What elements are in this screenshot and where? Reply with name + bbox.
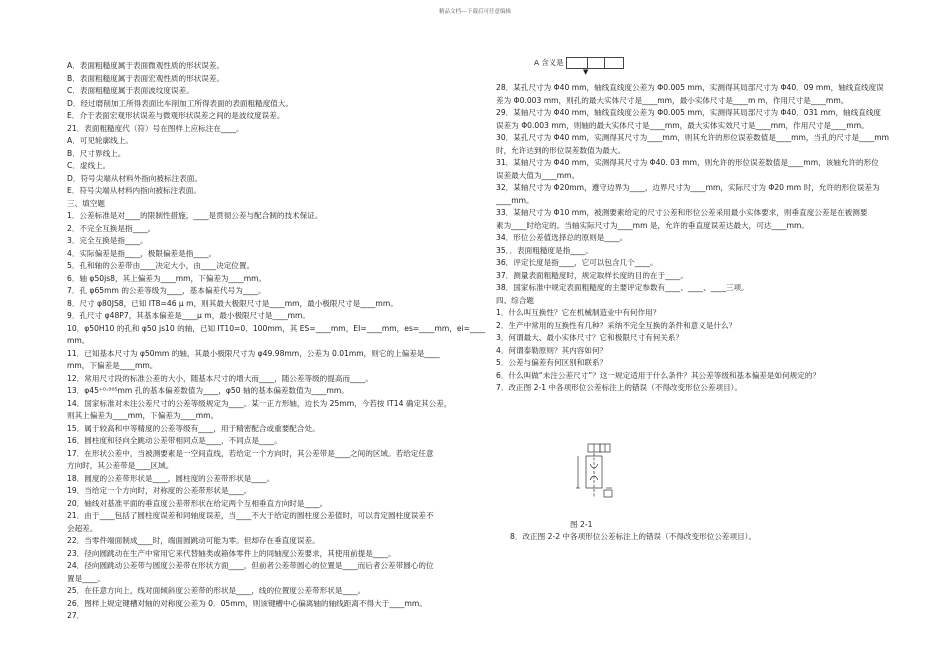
text-line: 4．实际偏差是指____，极限偏差是指____。 [67,248,217,258]
text-line: 5．公差与偏差有何区别和联系？ [496,358,608,367]
text-line: 35．．表面粗糙度是指____。 [496,245,593,255]
text-line: 15．属于较高和中等精度的公差等级有____，用于精密配合或重要配合处。 [67,423,320,433]
text-line: B．尺寸界线上。 [67,148,126,158]
text-line: 21．表面粗糙度代（符）号在图样上应标注在____。 [67,123,244,133]
text-line: 36．评定长度是指____，它可以包含几个____。 [496,258,658,267]
text-line: 18．圆度的公差带形状是____，圆柱度的公差带形状是____。 [67,473,275,483]
text-line: 5．孔和轴的公差带由____决定大小，由____决定位置。 [67,261,255,270]
frame-label: A 含义是 [534,58,564,67]
text-line: 三、填空题 [67,198,105,208]
text-line: D．经过磨削加工所得表面比车削加工所得表面的表面粗糙度值大。 [67,98,294,108]
text-line: 方向时，其公差带是____区域。 [67,461,174,470]
text-line: 素为____时给定的。当轴实际尺寸为____mm 是，允许的垂直度误差达最大，可达____mm。 [496,220,809,230]
text-line: E．介于表面宏观形状误差与微观形状误差之间的是波纹度误差。 [67,111,285,120]
text-line: 38．国家标准中规定表面粗糙度的主要评定参数有____、____、____三项。 [496,283,749,292]
text-line: 12．常用尺寸段的标准公差的大小，随基本尺寸的增大而____，随公差等级的提高而____。 [67,373,373,383]
page-header: 精品文档---下载后可任意编辑 [439,9,511,15]
text-line: 7．改正图 2-1 中各项形位公差标注上的错误（不得改变形位公差项目）。 [496,383,743,392]
text-line: 7．孔 φ65mm 的公差等级为____，基本偏差代号为____。 [67,286,266,295]
text-line: 14．国家标准对未注公差尺寸的公差等级规定为____。某一正方形轴，边长为 25mm，今若按 IT14 确定其公差， [67,398,452,408]
text-line: 30．某孔尺寸为 Φ40 mm，实测得其尺寸为____mm，则其允许的形位误差数值是____mm，当孔的尺寸是____mm [496,133,890,142]
text-line: 时，允许达到的形位误差数值为最大。 [496,145,626,155]
text-line: E．符号尖端从材料内指向被标注表面。 [67,186,201,195]
tolerance-frame-box [566,57,624,69]
text-line: 4．何谓泰勒原则？其内容如何？ [496,345,608,355]
text-line: 2．生产中常用的互换性有几种？采纳不完全互换的条件和意义是什么？ [496,320,737,330]
text-line: 误差最大值为____mm。 [496,170,580,180]
text-line: 会超差。 [67,523,98,533]
text-line: mm，下偏差是____mm。 [67,361,158,370]
text-line: C．表面粗糙度属于表面波纹度误差。 [67,86,194,95]
text-line: 2．不完全互换是指____。 [67,223,156,233]
text-line: 20．轴线对基准平面的垂直度公差带形状在给定两个互相垂直方向时是____。 [67,498,328,508]
text-line: 13．φ45⁺⁰·⁰⁰⁵mm 孔的基本偏差数值为____，φ50 轴的基本偏差数值为____mm。 [67,386,349,395]
text-line: 1．公差标准是对____的限制性措施，____是贯彻公差与配合制的技术保证。 [67,211,323,220]
figure-2-1-drawing [574,440,616,502]
text-line: 差为 Φ0.003 mm，则孔的最大实体尺寸是____mm，最小实体尺寸是____m m，作用尺寸是____mm。 [496,95,849,105]
text-line: 6．什么叫做“未注公差尺寸”？这一规定适用于什么条件？其公差等级和基本偏差是如何规定的？ [496,370,821,380]
text-line: 四、综合题 [496,295,534,305]
text-line: 21．由于____包括了圆柱度误差和同轴度误差，当____不大于给定的圆柱度公差值时，可以肯定圆柱度误差不 [67,511,434,520]
text-line: A．可见轮廓线上。 [67,136,133,145]
text-line: 32．某轴尺寸为 Φ20mm，遵守边界为____，边界尺寸为____mm，实际尺寸为 Φ20 mm 时，允许的形位误差为 [496,183,880,192]
text-line: 10．φ50H10 的孔和 φ50 js10 的轴，已知 IT10=0．100mm，其 ES=____mm，EI=____mm，es=____mm，ei=____ [67,323,486,333]
text-line: 误差为 Φ0.003 mm，则轴的最大实体尺寸是____mm，最大实体实效尺寸是____mm，作用尺寸是____mm。 [496,120,869,130]
text-line: 34．形位公差值选择总的原则是____。 [496,233,628,242]
text-line: 33．某轴尺寸为 Φ10 mm，被测要素给定的尺寸公差和形位公差采用最小实体要求，则垂直度公差是在被测要 [496,208,868,217]
text-line: A．表面粗糙度属于表面微观性质的形状误差。 [67,61,225,70]
text-line: 3．完全互换是指____。 [67,236,148,245]
question-8 [510,531,756,544]
right-column [496,82,916,395]
text-line: C．虚线上。 [67,161,111,170]
text-line: mm。 [67,336,90,345]
text-line: 28．某孔尺寸为 Φ40 mm，轴线直线度公差为 Φ0.005 mm，实测得其局部尺寸为 Φ40．09 mm，轴线直线度误 [496,83,884,92]
text-line: 置是____。 [67,573,105,583]
text-line: 37．测量表面粗糙度时，规定取样长度的目的在于____。 [496,270,688,280]
text-line: D．符号尖端从材料外指向被标注表面。 [67,173,202,183]
figure-caption: 图 2-1 [570,520,593,529]
text-line: B．表面粗糙度属于表面宏观性质的形状误差。 [67,73,225,83]
text-line: 25．在任意方向上，线对面倾斜度公差带的形状是____，线的位置度公差带形状是____。 [67,586,366,595]
text-line: 27． [67,611,85,620]
text-line: 1．什么叫互换性？它在机械制造业中有何作用？ [496,308,661,317]
text-line: 26．图样上规定键槽对轴的对称度公差为 0．05mm，则该键槽中心偏离轴的轴线距离不得大于____mm。 [67,598,427,608]
text-line: 31．某轴尺寸为 Φ40 mm，实测得其尺寸为 Φ40. 03 mm，则允许的形位误差数值是____mm，该轴允许的形位 [496,158,879,167]
text-line: 3．何谓最大、最小实体尺寸？它和极限尺寸有何关系？ [496,333,684,342]
arrow-down-icon: ▼ [583,68,589,76]
left-column [67,60,486,623]
text-line: 8．尺寸 φ80JS8，已知 IT8=46 μ m，则其最大极限尺寸是____mm，最小极限尺寸是____mm。 [67,298,398,308]
text-line: 29．某轴尺寸为 Φ40 mm，轴线直线度公差为 Φ0.005 mm，实测得其局部尺寸为 Φ40．031 mm，轴线直线度 [496,108,882,117]
question-8-text: 8．改正图 2-2 中各项形位公差标注上的错误（不得改变形位公差项目）。 [510,532,757,541]
text-line: 6．轴 φ50js8，其上偏差为____mm，下偏差为____mm。 [67,273,267,283]
text-line: 11．已知基本尺寸为 φ50mm 的轴，其最小极限尺寸为 φ49.98mm，公差为 0.01mm，则它的上偏差是____ [67,348,440,358]
text-line: 17．在形状公差中，当被测要素是一空间直线，若给定一个方向时，其公差带是____之间的区域。若给定任意 [67,448,434,458]
tolerance-frame [530,57,622,76]
text-line: 23．径向圆跳动在生产中常用它来代替轴类或箱体零件上的同轴度公差要求，其使用前提是____。 [67,548,396,558]
text-line: 22．当零件端面制成____时，端面圆跳动可能为零。但却存在垂直度误差。 [67,536,320,545]
text-line: 9．孔尺寸 φ48P7，其基本偏差是____μ m，最小极限尺寸是____mm。 [67,311,311,320]
text-line: 则其上偏差为____mm，下偏差为____mm。 [67,411,219,420]
text-line: 19．当给定一个方向时，对称度的公差带形状是____。 [67,486,252,495]
text-line: 24．径向圆跳动公差带与圆度公差带在形状方面____，但前者公差带圆心的位置是____而后者公差带圆心的位 [67,561,434,570]
text-line: ____mm。 [496,195,534,205]
text-line: 16．圆柱度和径向全跳动公差带相同点是____，不同点是____。 [67,436,282,445]
